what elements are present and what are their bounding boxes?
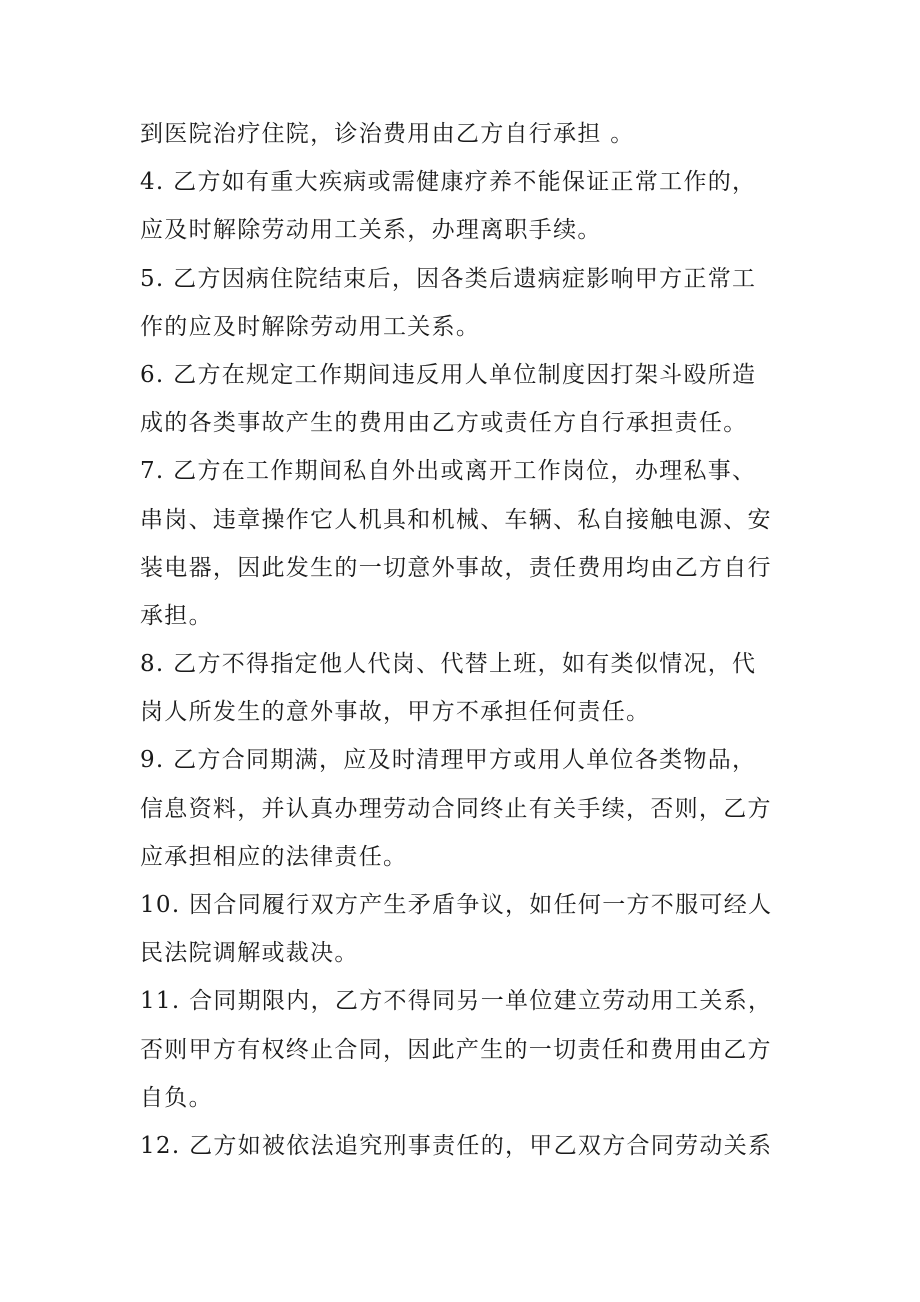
text-line: 自负。 <box>140 1084 213 1111</box>
text-line: 12. 乙方如被依法追究刑事责任的，甲乙双方合同劳动关系 <box>140 1132 773 1159</box>
text-line: 否则甲方有权终止合同，因此产生的一切责任和费用由乙方 <box>140 1036 772 1063</box>
text-line: 装电器，因此发生的一切意外事故，责任费用均由乙方自行 <box>140 554 772 581</box>
text-line: 8. 乙方不得指定他人代岗、代替上班，如有类似情况，代 <box>140 651 757 678</box>
text-line: 5. 乙方因病住院结束后，因各类后遗病症影响甲方正常工 <box>140 265 757 292</box>
text-line: 串岗、违章操作它人机具和机械、车辆、私自接触电源、安 <box>140 506 772 533</box>
text-line: 11. 合同期限内，乙方不得同另一单位建立劳动用工关系， <box>140 988 773 1015</box>
contract-terms-text <box>140 110 790 1170</box>
text-line: 9. 乙方合同期满，应及时清理甲方或用人单位各类物品， <box>140 747 757 774</box>
text-line: 到医院治疗住院，诊治费用由乙方自行承担 。 <box>140 121 635 147</box>
text-line: 信息资料，并认真办理劳动合同终止有关手续，否则，乙方 <box>140 795 772 822</box>
text-line: 作的应及时解除劳动用工关系。 <box>140 313 481 340</box>
text-line: 10. 因合同履行双方产生矛盾争议，如任何一方不服可经人 <box>140 892 773 918</box>
text-line: 成的各类事故产生的费用由乙方或责任方自行承担责任。 <box>140 410 748 437</box>
text-line: 应承担相应的法律责任。 <box>140 843 408 870</box>
text-line: 承担。 <box>140 602 213 629</box>
text-line: 6. 乙方在规定工作期间违反用人单位制度因打架斗殴所造 <box>140 361 757 388</box>
text-line: 民法院调解或裁决。 <box>140 940 359 967</box>
text-line: 岗人所发生的意外事故，甲方不承担任何责任。 <box>140 699 651 726</box>
text-line: 4. 乙方如有重大疾病或需健康疗养不能保证正常工作的， <box>140 169 757 196</box>
text-line: 7. 乙方在工作期间私自外出或离开工作岗位，办理私事、 <box>140 458 757 485</box>
text-line: 应及时解除劳动用工关系，办理离职手续。 <box>140 217 602 244</box>
